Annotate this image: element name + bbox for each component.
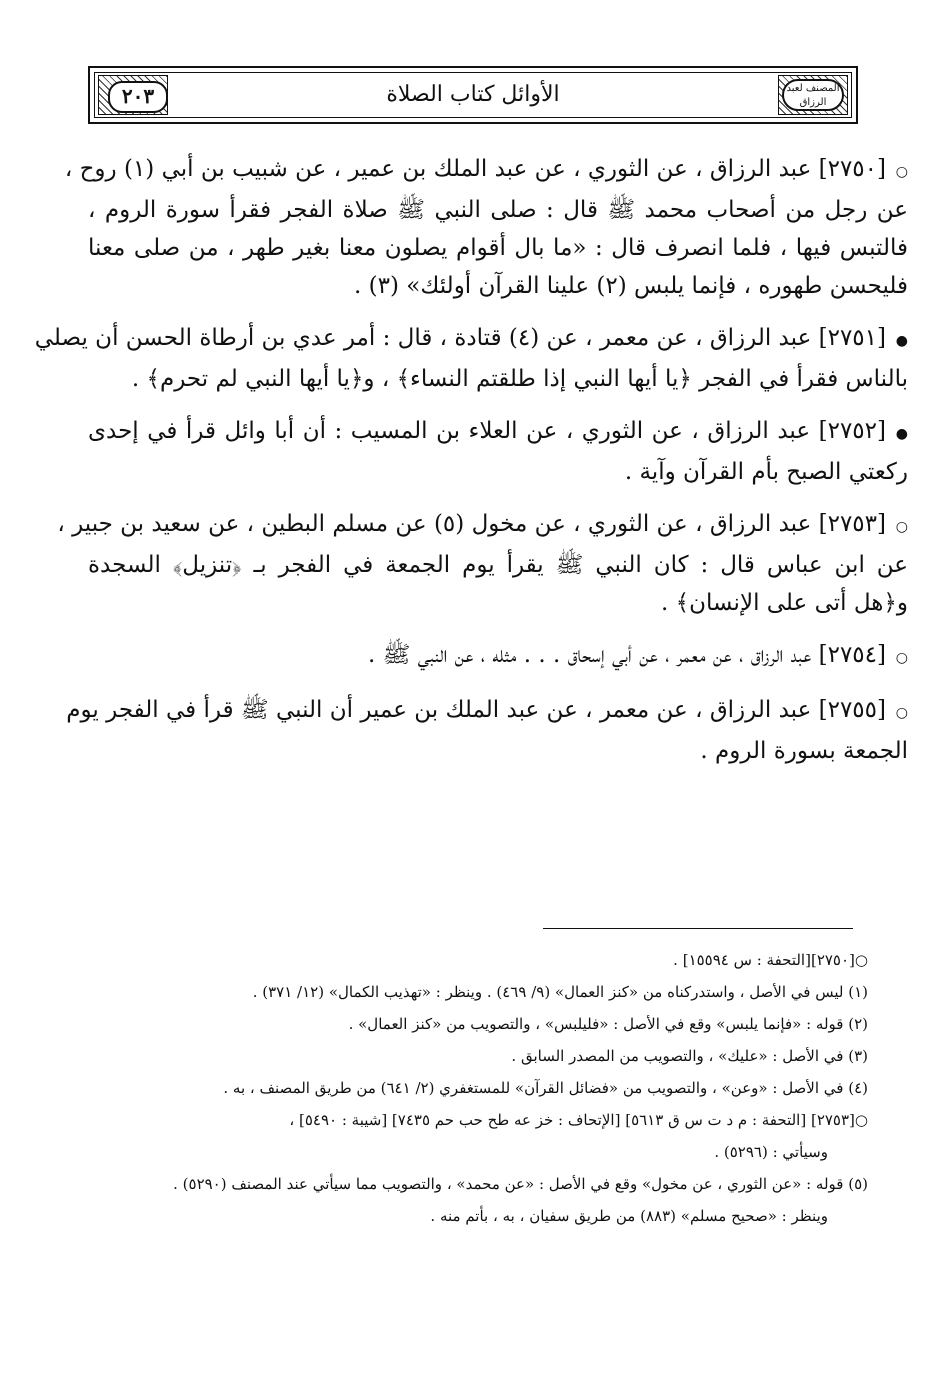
text-line: ○[٢٧٥٠] عبد الرزاق ، عن الثوري ، عن عبد الملك بن عمير ، عن شبيب بن أبي (١) روح ، — [88, 150, 908, 191]
footnote-continuation: وينظر : «صحيح مسلم» (٨٨٣) من طريق سفيان ، به ، بأتم منه . — [430, 1207, 828, 1225]
footnote: ○[٢٧٥٠][التحفة : س ١٥٥٩٤] . — [673, 951, 868, 969]
footnote: (٣) في الأصل : «عليك» ، والتصويب من المصدر السابق . — [511, 1047, 868, 1065]
text-line: بالناس فقرأ في الفجر ﴿يا أيها النبي إذا طلقتم النساء﴾ ، و﴿يا أيها النبي لم تحرم﴾ . — [131, 366, 908, 392]
hadith-entry — [88, 412, 908, 491]
hadith-entry — [57, 505, 908, 622]
entry-marker: ○ — [895, 650, 908, 666]
entry-marker: ○ — [895, 164, 908, 180]
footnote-separator — [543, 928, 853, 929]
publisher-logo: المصنف لعبد الرزاق — [782, 79, 844, 111]
page-header — [88, 66, 858, 124]
text-line: عن ابن عباس قال : كان النبي ﷺ يقرأ يوم الجمعة في الفجر بـ ﴿تنزيل﴾ السجدة — [88, 552, 908, 578]
text-line: و﴿هل أتى على الإنسان﴾ . — [661, 590, 908, 616]
running-title: الأوائل كتاب الصلاة — [386, 82, 560, 107]
text-line: ○[٢٧٥٥] عبد الرزاق ، عن معمر ، عن عبد الملك بن عمير أن النبي ﷺ قرأ في الفجر يوم — [88, 691, 908, 732]
entry-marker: ● — [895, 333, 908, 349]
text-line: فليحسن طهوره ، فإنما يلبس (٢) علينا القرآن أولئك» (٣) . — [354, 273, 908, 299]
footnote: (٢) قوله : «فإنما يلبس» وقع في الأصل : «فليلبس» ، والتصويب من «كنز العمال» . — [348, 1015, 868, 1033]
text-line: عن رجل من أصحاب محمد ﷺ قال : صلى النبي ﷺ صلاة الفجر فقرأ سورة الروم ، — [88, 197, 908, 223]
footnote: (٥) قوله : «عن الثوري ، عن مخول» وقع في الأصل : «عن محمد» ، والتصويب مما سيأتي عند المصنف (٥٢٩٠) . — [173, 1175, 868, 1193]
text-line: ○[٢٧٥٣] عبد الرزاق ، عن الثوري ، عن مخول (٥) عن مسلم البطين ، عن سعيد بن جبير ، — [88, 505, 908, 546]
text-line: ○[٢٧٥٤] عبد الرزاق ، عن معمر ، عن أبي إسحاق . . . مثله ، عن النبي ﷺ . — [88, 636, 908, 677]
main-text — [34, 150, 908, 784]
text-line: ركعتي الصبح بأم القرآن وآية . — [624, 459, 908, 485]
page-number: ٢٠٣ — [108, 81, 168, 113]
footnote: (٤) في الأصل : «وعن» ، والتصويب من «فضائل القرآن» للمستغفري (٢/ ٦٤١) من طريق المصنف ، به . — [223, 1079, 868, 1097]
hadith-entry — [66, 691, 908, 770]
hadith-entry — [88, 636, 908, 677]
footnote-continuation: وسيأتي : (٥٢٩٦) . — [714, 1143, 828, 1161]
text-line: فالتبس فيها ، فلما انصرف قال : «ما بال أقوام يصلون معنا بغير طهر ، من صلى معنا — [88, 235, 908, 261]
footnote: (١) ليس في الأصل ، واستدركناه من «كنز العمال» (٩/ ٤٦٩) . وينظر : «تهذيب الكمال» (١٢/ ٣٧١) . — [252, 983, 868, 1001]
text-line: الجمعة بسورة الروم . — [700, 738, 908, 764]
hadith-entry — [64, 150, 908, 305]
text-line: ●[٢٧٥١] عبد الرزاق ، عن معمر ، عن (٤) قتادة ، قال : أمر عدي بن أرطاة الحسن أن يصلي — [88, 319, 908, 360]
entry-marker: ○ — [895, 705, 908, 721]
footnote: ○[٢٧٥٣] [التحفة : م د ت س ق ٥٦١٣] [الإتحاف : خز عه طح حب حم ٧٤٣٥] [شيبة : ٥٤٩٠] ، — [289, 1111, 868, 1129]
text-line: ●[٢٧٥٢] عبد الرزاق ، عن الثوري ، عن العلاء بن المسيب : أن أبا وائل قرأ في إحدى — [88, 412, 908, 453]
entry-marker: ○ — [895, 519, 908, 535]
footnotes — [88, 944, 868, 1232]
hadith-entry — [34, 319, 908, 398]
entry-marker: ● — [895, 426, 908, 442]
